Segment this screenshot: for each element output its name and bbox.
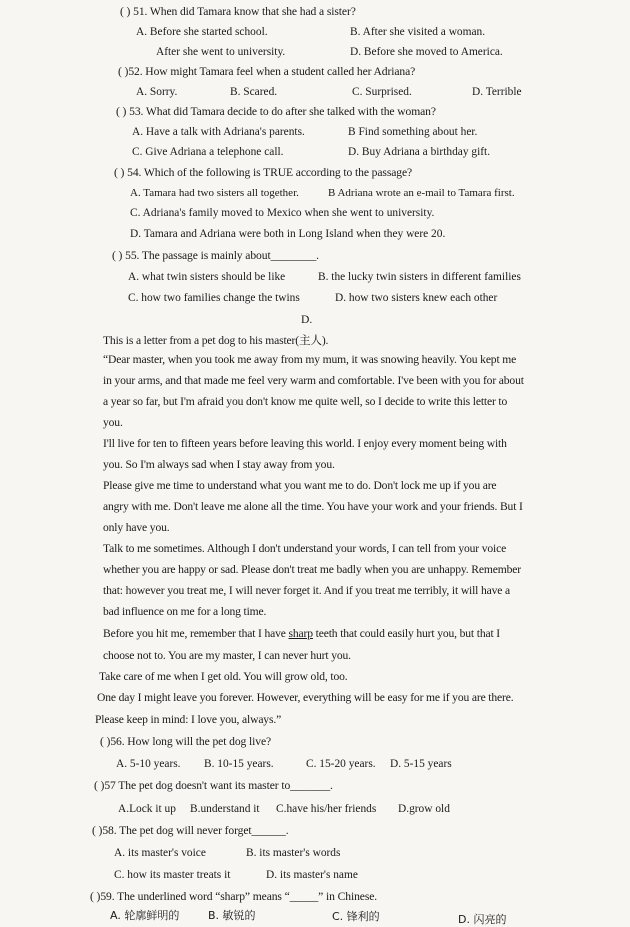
q56-option-d: D. 5-15 years — [390, 758, 452, 770]
q52-option-a: A. Sorry. — [136, 86, 178, 98]
letter-line: that: however you treat me, I will never forget it. And if you treat me terribly, it will have a — [103, 584, 511, 597]
question-56-stem: ( )56. How long will the pet dog live? — [100, 735, 272, 748]
letter-line: choose not to. You are my master, I can never hurt you. — [103, 649, 351, 662]
q56-option-c: C. 15-20 years. — [306, 758, 376, 770]
letter-line: bad influence on me for a long time. — [103, 605, 267, 618]
section-d-heading: D. — [301, 313, 313, 326]
q56-option-a: A. 5-10 years. — [116, 758, 181, 770]
letter-line: Please keep in mind: I love you, always.” — [95, 713, 282, 726]
q52-option-b: B. Scared. — [230, 86, 278, 98]
q55-option-c: C. how two families change the twins — [128, 292, 300, 304]
letter-line: a year so far, but I'm afraid you don't know me quite well, so I decide to write this letter to — [103, 395, 508, 408]
letter-line: Please give me time to understand what you want me to do. Don't lock me up if you are — [103, 479, 497, 492]
question-58-stem: ( )58. The pet dog will never forget______. — [92, 824, 289, 837]
q53-option-b: B Find something about her. — [348, 126, 478, 138]
q53-option-d: D. Buy Adriana a birthday gift. — [348, 146, 491, 158]
question-54-stem: ( ) 54. Which of the following is TRUE according to the passage? — [114, 166, 413, 179]
question-57-stem: ( )57 The pet dog doesn't want its master to_______. — [94, 779, 333, 792]
q57-option-c: C.have his/her friends — [276, 803, 377, 815]
letter-line: whether you are happy or sad. Please don't treat me badly when you are unhappy. Remember — [103, 563, 521, 576]
q55-option-d: D. how two sisters knew each other — [335, 292, 498, 304]
q54-option-a: A. Tamara had two sisters all together. — [130, 187, 299, 199]
q58-option-c: C. how its master treats it — [114, 869, 231, 881]
letter-text: teeth that could easily hurt you, but that I — [312, 627, 500, 640]
question-52-stem: ( )52. How might Tamara feel when a student called her Adriana? — [118, 65, 416, 78]
q57-option-a: A.Lock it up — [118, 803, 176, 815]
q57-option-b: B.understand it — [190, 803, 260, 815]
letter-line: “Dear master, when you took me away from my mum, it was snowing heavily. You kept me — [103, 353, 517, 366]
q52-option-c: C. Surprised. — [352, 86, 412, 98]
letter-line-sharp — [103, 627, 500, 641]
q58-option-a: A. its master's voice — [114, 847, 206, 859]
q58-option-b: B. its master's words — [246, 847, 341, 859]
question-55-stem: ( ) 55. The passage is mainly about________. — [112, 249, 319, 262]
q54-option-b: B Adriana wrote an e-mail to Tamara first. — [328, 187, 515, 199]
question-53-stem: ( ) 53. What did Tamara decide to do after she talked with the woman? — [116, 105, 436, 118]
q59-option-b: B. 敏锐的 — [208, 909, 256, 922]
letter-line: One day I might leave you forever. However, everything will be easy for me if you are there. — [97, 691, 514, 704]
letter-text: Before you hit me, remember that I have — [103, 627, 289, 640]
letter-line: you. So I'm always sad when I stay away from you. — [103, 458, 335, 471]
letter-line: you. — [103, 416, 123, 429]
letter-line: Take care of me when I get old. You will grow old, too. — [99, 670, 348, 683]
q59-option-c: C. 锋利的 — [332, 910, 380, 923]
q59-option-d: D. 闪亮的 — [458, 913, 507, 926]
q58-option-d: D. its master's name — [266, 869, 358, 881]
q54-option-d: D. Tamara and Adriana were both in Long Island when they were 20. — [130, 228, 446, 240]
letter-line: only have you. — [103, 521, 170, 534]
q52-option-d: D. Terrible — [472, 86, 522, 98]
q53-option-a: A. Have a talk with Adriana's parents. — [132, 126, 305, 138]
letter-line: I'll live for ten to fifteen years before leaving this world. I enjoy every moment being with — [103, 437, 507, 450]
letter-intro: This is a letter from a pet dog to his master(主人). — [103, 334, 329, 347]
q51-option-b: B. After she visited a woman. — [350, 26, 486, 38]
q51-option-d: D. Before she moved to America. — [350, 46, 503, 58]
q59-option-a: A. 轮廓鲜明的 — [110, 909, 180, 922]
q56-option-b: B. 10-15 years. — [204, 758, 274, 770]
q55-option-b: B. the lucky twin sisters in different families — [318, 271, 521, 283]
letter-line: Talk to me sometimes. Although I don't understand your words, I can tell from your voice — [103, 542, 507, 555]
q51-option-c: After she went to university. — [156, 46, 286, 58]
letter-line: in your arms, and that made me feel very warm and comfortable. I've been with you for about — [103, 374, 524, 387]
q54-option-c: C. Adriana's family moved to Mexico when she went to university. — [130, 207, 435, 219]
underlined-word-sharp: sharp — [288, 627, 313, 640]
q51-option-a: A. Before she started school. — [136, 26, 268, 38]
q53-option-c: C. Give Adriana a telephone call. — [132, 146, 284, 158]
q57-option-d: D.grow old — [398, 803, 450, 815]
question-59-stem: ( )59. The underlined word “sharp” means “_____” in Chinese. — [90, 890, 378, 903]
question-51-stem: ( ) 51. When did Tamara know that she had a sister? — [120, 5, 356, 18]
letter-line: angry with me. Don't leave me alone all the time. You have your work and your friends. But I — [103, 500, 523, 513]
q55-option-a: A. what twin sisters should be like — [128, 271, 286, 283]
